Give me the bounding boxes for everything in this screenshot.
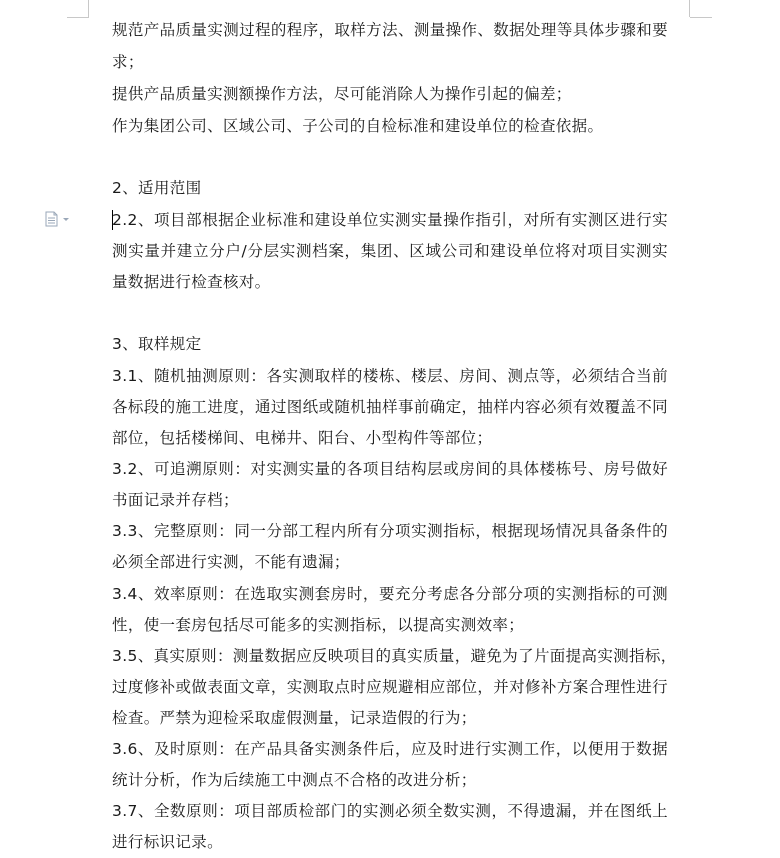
doc-line[interactable]: 性，使一套房包括尽可能多的实测指标，以提高实测效率； [112, 616, 525, 634]
doc-line[interactable]: 作为集团公司、区域公司、子公司的自检标准和建设单位的检查依据。 [112, 117, 604, 135]
doc-line[interactable]: 各标段的施工进度，通过图纸或随机抽样事前确定，抽样内容必须有效覆盖不同 [112, 398, 668, 416]
crop-mark-top-right-horizontal [690, 17, 712, 18]
doc-line[interactable]: 3.2、可追溯原则：对实测实量的各项目结构层或房间的具体楼栋号、房号做好 [112, 460, 668, 478]
doc-line[interactable]: 3.5、真实原则：测量数据应反映项目的真实质量，避免为了片面提高实测指标， [112, 647, 677, 665]
doc-line[interactable]: 量数据进行检查核对。 [112, 273, 271, 291]
doc-line[interactable]: 部位，包括楼梯间、电梯井、阳台、小型构件等部位； [112, 429, 493, 447]
doc-line[interactable]: 3.3、完整原则：同一分部工程内所有分项实测指标，根据现场情况具备条件的 [112, 522, 668, 540]
doc-line[interactable]: 3.4、效率原则：在选取实测套房时，要充分考虑各分部分项的实测指标的可测 [112, 585, 668, 603]
doc-line[interactable]: 过度修补或做表面文章，实测取点时应规避相应部位，并对修补方案合理性进行 [112, 678, 668, 696]
doc-line[interactable]: 2.2、项目部根据企业标准和建设单位实测实量操作指引，对所有实测区进行实 [112, 211, 668, 229]
doc-line[interactable]: 书面记录并存档； [112, 491, 239, 509]
doc-line[interactable]: 提供产品质量实测额操作方法，尽可能消除人为操作引起的偏差； [112, 85, 572, 103]
doc-line[interactable]: 检查。严禁为迎检采取虚假测量，记录造假的行为； [112, 709, 477, 727]
section-heading[interactable]: 2、适用范围 [112, 179, 202, 197]
doc-line[interactable]: 统计分析，作为后续施工中测点不合格的改进分析； [112, 771, 477, 789]
crop-mark-top-right [689, 0, 690, 17]
paragraph-menu-icon[interactable] [44, 210, 74, 228]
crop-mark-top-left [88, 0, 89, 17]
crop-mark-top-left-horizontal [67, 17, 89, 18]
doc-line[interactable]: 进行标识记录。 [112, 833, 223, 851]
doc-line[interactable]: 求； [112, 53, 144, 71]
doc-line[interactable]: 3.7、全数原则：项目部质检部门的实测必须全数实测，不得遗漏，并在图纸上 [112, 802, 668, 820]
doc-line[interactable]: 规范产品质量实测过程的程序，取样方法、测量操作、数据处理等具体步骤和要 [112, 21, 668, 39]
doc-line[interactable]: 测实量并建立分户/分层实测档案，集团、区域公司和建设单位将对项目实测实 [112, 242, 668, 260]
doc-line[interactable]: 必须全部进行实测，不能有遗漏； [112, 553, 350, 571]
doc-line[interactable]: 3.1、随机抽测原则：各实测取样的楼栋、楼层、房间、测点等，必须结合当前 [112, 367, 668, 385]
section-heading[interactable]: 3、取样规定 [112, 335, 202, 353]
doc-line[interactable]: 3.6、及时原则：在产品具备实测条件后，应及时进行实测工作，以便用于数据 [112, 740, 668, 758]
